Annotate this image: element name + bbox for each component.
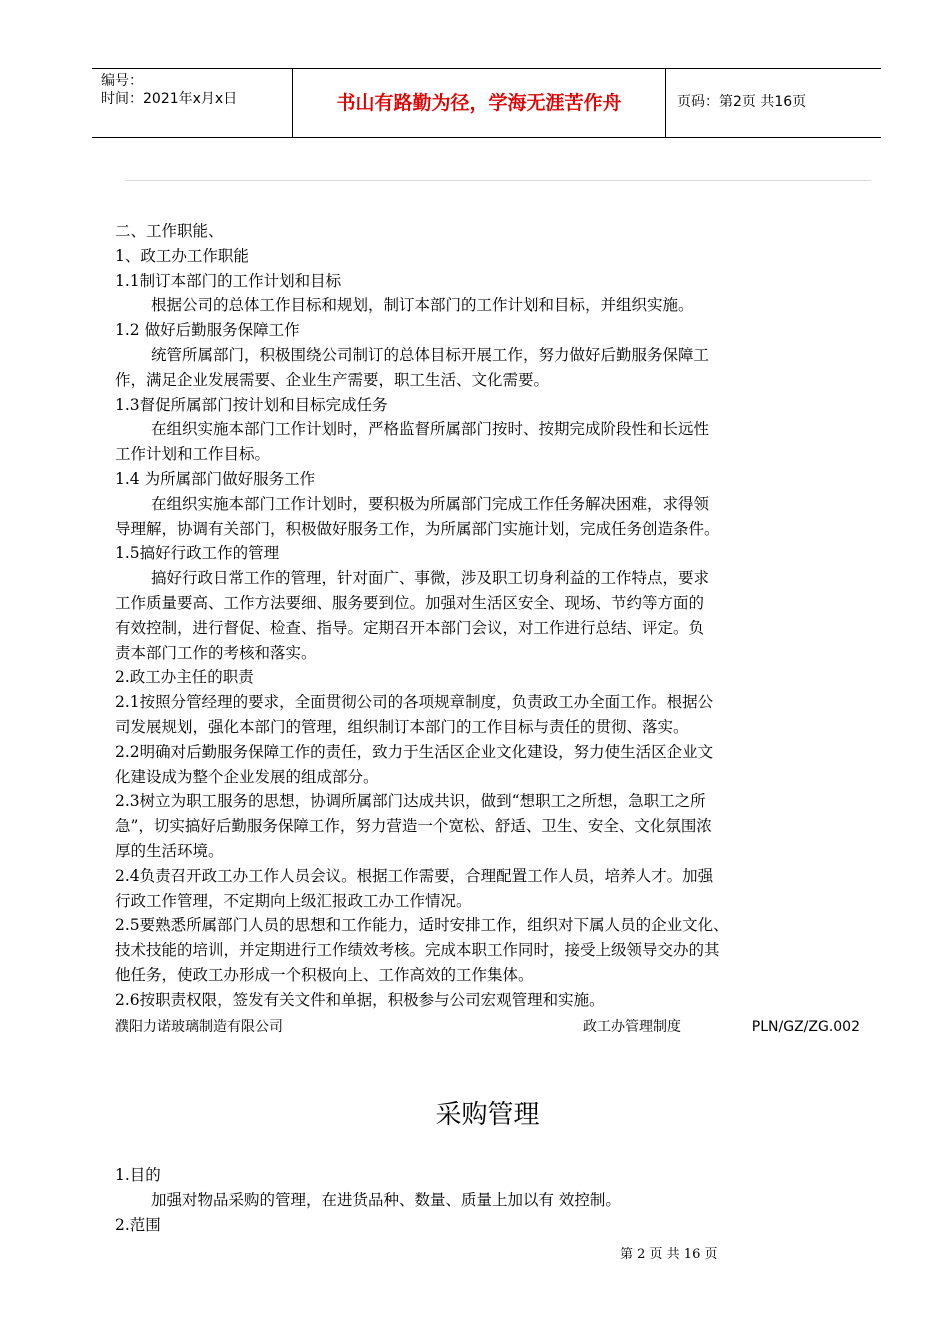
- document-body: [115, 219, 860, 1013]
- paragraph-line: 1.目的: [115, 1166, 161, 1184]
- section-body: [115, 1163, 860, 1237]
- paragraph-line: 1.3督促所属部门按计划和目标完成任务: [115, 395, 388, 414]
- page-footer: 第 2 页 共 16 页: [620, 1247, 718, 1262]
- paragraph-line: 搞好行政日常工作的管理，针对面广、事微，涉及职工切身利益的工作特点，要求: [151, 569, 710, 588]
- header-motto-cell: [293, 69, 666, 137]
- paragraph-line: 化建设成为整个企业发展的组成部分。: [115, 767, 379, 786]
- paragraph-line: 1.2 做好后勤服务保障工作: [115, 321, 300, 340]
- header-page-cell: [666, 69, 881, 137]
- company-name: 濮阳力诺玻璃制造有限公司: [115, 1019, 283, 1035]
- paragraph-line: 2.1按照分管经理的要求，全面贯彻公司的各项规章制度，负责政工办全面工作。根据公: [115, 693, 714, 712]
- paragraph-line: 司发展规划，强化本部门的管理，组织制订本部门的工作目标与责任的贯彻、落实。: [115, 717, 689, 736]
- paragraph-line: 工作质量要高、工作方法要细、服务要到位。加强对生活区安全、现场、节约等方面的: [115, 593, 705, 612]
- header-table: [92, 68, 881, 138]
- paragraph-line: 1.5搞好行政工作的管理: [115, 544, 280, 563]
- header-divider: [125, 180, 871, 181]
- paragraph-line: 有效控制，进行督促、检查、指导。定期召开本部门会议，对工作进行总结、评定。负: [115, 618, 705, 637]
- paragraph-line: 技术技能的培训，并定期进行工作绩效考核。完成本职工作同时，接受上级领导交办的其: [115, 941, 720, 960]
- header-info-cell: [92, 69, 293, 137]
- paragraph-line: 统管所属部门，积极围绕公司制订的总体目标开展工作，努力做好后勤服务保障工: [151, 345, 710, 364]
- paragraph-line: 厚的生活环境。: [115, 841, 224, 860]
- paragraph-line: 作，满足企业发展需要、企业生产需要，职工生活、文化需要。: [115, 370, 550, 389]
- paragraph-line: 在组织实施本部门工作计划时，要积极为所属部门完成工作任务解决困难，求得领: [151, 494, 710, 513]
- document-number-label: 编号：: [101, 73, 143, 89]
- paragraph-line: 2.4负责召开政工办工作人员会议。根据工作需要，合理配置工作人员，培养人才。加强: [115, 866, 714, 885]
- paragraph-line: 急”，切实搞好后勤服务保障工作，努力营造一个宽松、舒适、卫生、安全、文化氛围浓: [115, 817, 712, 836]
- paragraph-line: 责本部门工作的考核和落实。: [115, 643, 317, 662]
- paragraph-line: 2.5要熟悉所属部门人员的思想和工作能力，适时安排工作，组织对下属人员的企业文化、: [115, 916, 729, 935]
- paragraph-line: 根据公司的总体工作目标和规划，制订本部门的工作计划和目标，并组织实施。: [151, 296, 694, 315]
- paragraph-line: 2.范围: [115, 1215, 161, 1234]
- paragraph-line: 加强对物品采购的管理，在进货品种、数量、质量上加以有 效控制。: [151, 1190, 621, 1209]
- paragraph-line: 2.3树立为职工服务的思想，协调所属部门达成共识，做到“想职工之所想，急职工之所: [115, 792, 706, 811]
- paragraph-line: 1、政工办工作职能: [115, 246, 249, 265]
- paragraph-line: 2.2明确对后勤服务保障工作的责任，致力于生活区企业文化建设，努力使生活区企业文: [115, 742, 714, 761]
- document-code: PLN/GZ/ZG.002: [751, 1019, 860, 1035]
- paragraph-line: 二、工作职能、: [115, 222, 224, 240]
- paragraph-line: 在组织实施本部门工作计划时，严格监督所属部门按时、按期完成阶段性和长远性: [151, 420, 710, 439]
- section-title: 采购管理: [435, 1100, 540, 1130]
- paragraph-line: 导理解，协调有关部门，积极做好服务工作，为所属部门实施计划，完成任务创造条件。: [115, 519, 720, 538]
- paragraph-line: 1.4 为所属部门做好服务工作: [115, 469, 316, 488]
- rules-title: 政工办管理制度: [583, 1019, 681, 1035]
- paragraph-line: 2.政工办主任的职责: [115, 668, 254, 687]
- header-page-code: 页码：第2页 共16页: [677, 94, 807, 110]
- document-footer-row: [115, 1017, 860, 1037]
- paragraph-line: 1.1制订本部门的工作计划和目标: [115, 271, 342, 290]
- header-motto: 书山有路勤为径，学海无涯苦作舟: [336, 92, 622, 114]
- paragraph-line: 工作计划和工作目标。: [115, 445, 271, 464]
- paragraph-line: 行政工作管理，不定期向上级汇报政工办工作情况。: [115, 891, 472, 910]
- document-time-label: 时间：2021年x月x日: [101, 91, 238, 107]
- paragraph-line: 他任务，使政工办形成一个积极向上、工作高效的工作集体。: [115, 965, 534, 984]
- paragraph-line: 2.6按职责权限，签发有关文件和单据，积极参与公司宏观管理和实施。: [115, 990, 605, 1009]
